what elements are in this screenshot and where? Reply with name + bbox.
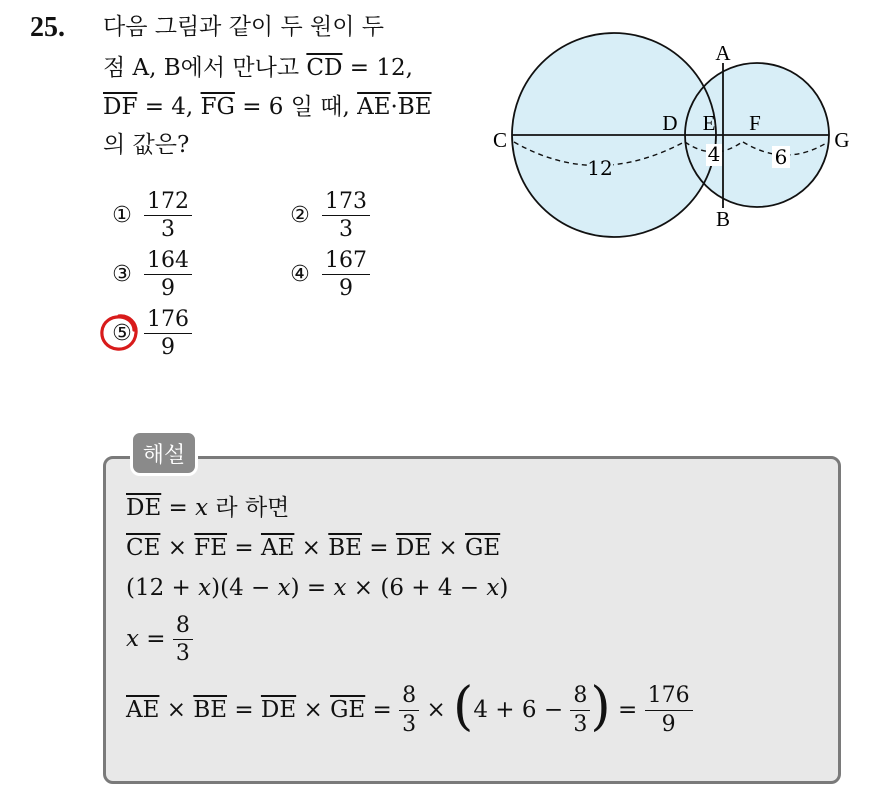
solution-line-3 xyxy=(126,577,508,600)
sol-result-denominator: 9 xyxy=(661,711,676,737)
sol-seg-ae: $\overline{AE}$ xyxy=(126,696,160,723)
solution-line-1 xyxy=(126,497,289,520)
sol-expr: ) = xyxy=(290,575,334,601)
choice-2-mark: ② xyxy=(290,203,310,229)
sol-fraction-8-3 xyxy=(570,684,590,735)
sol-seg-ge: $\overline{GE}$ xyxy=(330,696,366,723)
sol-times: × xyxy=(431,535,466,561)
choice-1-mark: ① xyxy=(112,203,132,229)
sol-seg-de: $\overline{DE}$ xyxy=(260,696,297,723)
question-number: 25. xyxy=(30,12,65,43)
sol-expr: 4 + 6 − xyxy=(473,696,571,723)
sol-var-x: x xyxy=(195,495,209,521)
question-text-4: 의 값은? xyxy=(103,132,190,158)
sol-seg-ge: $\overline{GE}$ xyxy=(465,535,501,561)
segment-ae: $\overline{AE}$ xyxy=(357,94,391,120)
choice-2[interactable] xyxy=(288,190,370,241)
choice-3-fraction xyxy=(144,249,192,300)
sol-times: × xyxy=(159,696,194,723)
sol-denominator: 3 xyxy=(402,711,417,737)
sol-eq: = xyxy=(361,535,396,561)
solution-line-5 xyxy=(126,677,693,737)
sol-numerator: 8 xyxy=(570,684,590,710)
sol-fraction-result xyxy=(645,684,693,735)
sol-seg-de: $\overline{DE}$ xyxy=(126,495,162,521)
choice-1[interactable] xyxy=(110,190,192,241)
point-g: G xyxy=(834,128,850,152)
sol-expr: (12 + xyxy=(126,575,199,601)
question-line-1 xyxy=(103,16,384,39)
sol-expr: ) xyxy=(499,575,509,601)
choice-5-fraction xyxy=(144,308,192,359)
point-e: E xyxy=(702,111,716,135)
segment-be: $\overline{BE}$ xyxy=(397,94,432,120)
question-line-4 xyxy=(103,134,189,157)
question-text-2b: = 12, xyxy=(342,55,413,81)
choice-5-mark: ⑤ xyxy=(112,321,132,347)
point-d: D xyxy=(662,111,678,135)
sol-denominator: 3 xyxy=(175,641,190,667)
label-fg: 6 xyxy=(774,145,788,169)
solution-line-4 xyxy=(126,614,193,665)
question-text-2a: 점 A, B에서 만나고 xyxy=(103,55,300,81)
sol-seg-be: $\overline{BE}$ xyxy=(328,535,362,561)
solution-tab: 해설 xyxy=(130,430,198,476)
segment-df: $\overline{DF}$ xyxy=(103,94,138,120)
sol-eq: = xyxy=(227,535,261,561)
choice-5-denominator: 9 xyxy=(161,335,175,361)
choice-3-denominator: 9 xyxy=(161,276,175,302)
choice-1-numerator: 172 xyxy=(144,190,192,216)
choice-4-fraction xyxy=(322,249,370,300)
sol-left-paren: ( xyxy=(453,677,474,737)
sol-expr: )(4 − xyxy=(211,575,278,601)
sol-seg-ce: $\overline{CE}$ xyxy=(126,535,161,561)
choice-4[interactable] xyxy=(288,249,370,300)
choice-3-numerator: 164 xyxy=(144,249,192,275)
question-text-1: 다음 그림과 같이 두 원이 두 xyxy=(103,14,384,40)
sol-eq: = xyxy=(365,696,400,723)
sol-result-numerator: 176 xyxy=(645,684,693,710)
sol-seg-be: $\overline{BE}$ xyxy=(193,696,228,723)
solution-line-2 xyxy=(126,537,500,560)
choice-3[interactable] xyxy=(110,249,192,300)
choice-4-mark: ④ xyxy=(290,262,310,288)
sol-text: 라 하면 xyxy=(208,495,290,521)
sol-eq: = xyxy=(161,495,196,521)
two-circles-figure xyxy=(486,4,856,260)
choice-4-numerator: 167 xyxy=(322,249,370,275)
segment-fg: $\overline{FG}$ xyxy=(200,94,235,120)
choice-5-numerator: 176 xyxy=(144,308,192,334)
sol-eq: = xyxy=(227,696,261,723)
sol-expr: × (6 + 4 − xyxy=(346,575,487,601)
sol-fraction-8-3 xyxy=(399,684,419,735)
sol-fraction-8-3 xyxy=(173,614,193,665)
question-text-3b: = 6 일 때, xyxy=(234,94,350,120)
sol-numerator: 8 xyxy=(399,684,419,710)
sol-eq: = xyxy=(610,696,645,723)
sol-eq: = xyxy=(138,626,173,653)
sol-times: × xyxy=(296,696,331,723)
sol-seg-de: $\overline{DE}$ xyxy=(395,535,432,561)
choice-2-denominator: 3 xyxy=(339,217,353,243)
choice-1-denominator: 3 xyxy=(161,217,175,243)
dot-operator: · xyxy=(390,94,398,120)
sol-denominator: 3 xyxy=(573,711,588,737)
label-df: 4 xyxy=(707,142,721,166)
question-line-2 xyxy=(103,57,413,80)
sol-numerator: 8 xyxy=(173,614,193,640)
choice-2-fraction xyxy=(322,190,370,241)
sol-var-x: x xyxy=(198,575,212,601)
choice-3-mark: ③ xyxy=(112,262,132,288)
question-line-3 xyxy=(103,96,432,119)
sol-var-x: x xyxy=(486,575,500,601)
sol-seg-fe: $\overline{FE}$ xyxy=(194,535,228,561)
sol-var-x: x xyxy=(333,575,347,601)
point-f: F xyxy=(749,111,761,135)
point-b: B xyxy=(715,207,731,231)
sol-times: × xyxy=(419,696,454,723)
sol-times: × xyxy=(294,535,329,561)
answer-circle-icon xyxy=(96,310,142,356)
choice-2-numerator: 173 xyxy=(322,190,370,216)
label-cd: 12 xyxy=(587,156,613,180)
sol-times: × xyxy=(160,535,195,561)
segment-cd: $\overline{CD}$ xyxy=(306,55,343,81)
point-a: A xyxy=(715,41,731,65)
sol-right-paren: ) xyxy=(590,677,611,737)
sol-var-x: x xyxy=(277,575,291,601)
point-c: C xyxy=(492,128,508,152)
choice-4-denominator: 9 xyxy=(339,276,353,302)
sol-var-x: x xyxy=(126,626,139,653)
choice-1-fraction xyxy=(144,190,192,241)
sol-seg-ae: $\overline{AE}$ xyxy=(260,535,295,561)
question-text-3a: = 4, xyxy=(137,94,194,120)
